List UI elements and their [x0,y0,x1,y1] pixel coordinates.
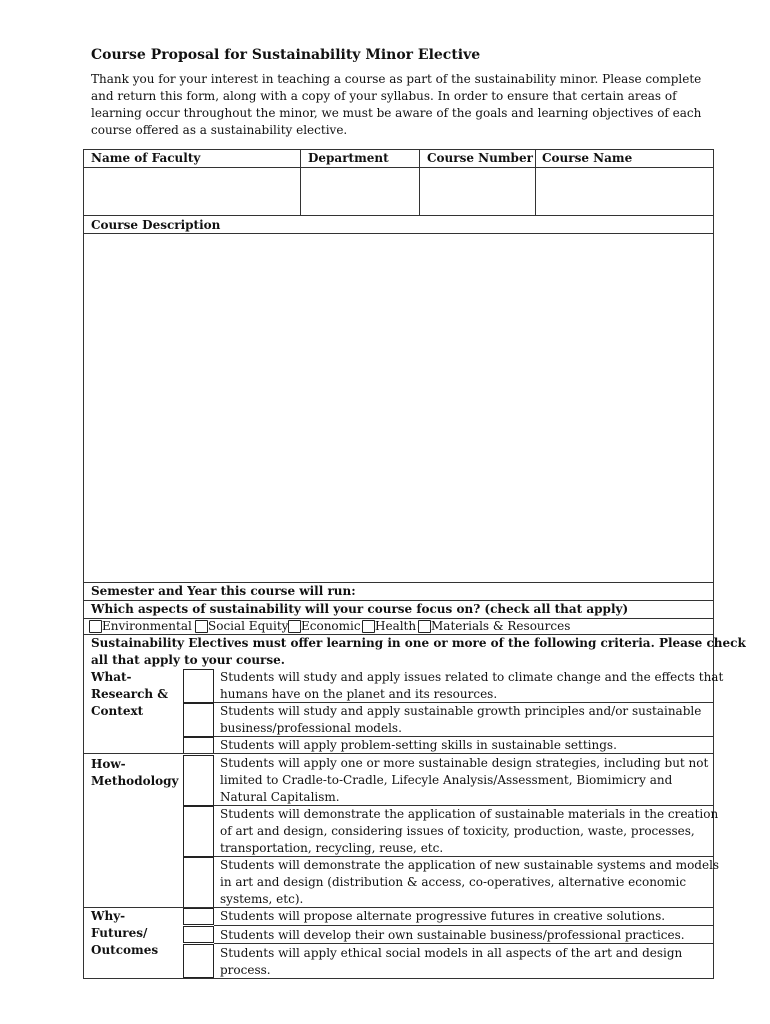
criteria-checkbox-5[interactable] [183,806,214,857]
intro-line: course offered as a sustainability elective. [91,123,348,137]
criteria-text: limited to Cradle-to-Cradle, Lifecyle Analysis/Assessment, Biomimicry and [220,773,673,787]
intro-paragraph [91,71,713,139]
criteria-checkbox-9[interactable] [183,944,214,978]
aspects-label: Which aspects of sustainability will your course focus on? (check all that apply) [91,602,629,616]
checkbox-economic[interactable] [288,620,301,633]
aspect-label-environmental: Environmental [102,619,192,633]
criteria-text: Students will study and apply sustainable growth principles and/or sustainable [220,704,702,718]
course-description-label: Course Description [91,218,221,232]
header-name-of-faculty: Name of Faculty [91,151,201,165]
checkbox-health[interactable] [362,620,375,633]
checkbox-environmental[interactable] [89,620,102,633]
group-label-why: Why- [91,909,126,923]
criteria-text: in art and design (distribution & access, co-operatives, alternative economic [220,875,687,889]
criteria-text: Students will apply problem-setting skills in sustainable settings. [220,738,617,752]
table-border [83,215,714,216]
criteria-text: Students will develop their own sustainable business/professional practices. [220,928,685,942]
table-border [83,167,714,168]
criteria-checkbox-6[interactable] [183,857,214,908]
form-title: Course Proposal for Sustainability Minor Elective [91,47,481,63]
group-label-why: Futures/ [91,926,148,940]
aspect-label-materials-resources: Materials & Resources [431,619,571,633]
intro-line: Thank you for your interest in teaching a course as part of the sustainability minor. Please complete [91,72,702,86]
criteria-intro-line: all that apply to your course. [91,653,285,667]
table-border [419,149,420,216]
criteria-text: Students will study and apply issues related to climate change and the effects that [220,670,724,684]
table-border [300,149,301,216]
criteria-text: process. [220,963,271,977]
aspect-label-social-equity: Social Equity [208,619,289,633]
criteria-checkbox-2[interactable] [183,703,214,737]
table-border-right [713,149,714,979]
table-border [83,978,714,979]
intro-line: learning occur throughout the minor, we must be aware of the goals and learning objectives of each [91,106,702,120]
criteria-checkbox-7[interactable] [183,908,214,925]
criteria-text: business/professional models. [220,721,402,735]
group-label-what: What- [91,670,132,684]
criteria-text: Students will propose alternate progressive futures in creative solutions. [220,909,666,923]
group-label-how: Methodology [91,774,179,788]
criteria-intro-line: Sustainability Electives must offer learning in one or more of the following criteria. Please check [91,636,746,650]
table-border-left [83,149,84,979]
header-course-number: Course Number [427,151,533,165]
criteria-text: transportation, recycling, reuse, etc. [220,841,444,855]
group-label-what: Context [91,704,144,718]
semester-label: Semester and Year this course will run: [91,584,356,598]
criteria-checkbox-8[interactable] [183,926,214,943]
group-label-why: Outcomes [91,943,159,957]
header-department: Department [308,151,389,165]
criteria-text: of art and design, considering issues of toxicity, production, waste, processes, [220,824,695,838]
checkbox-social-equity[interactable] [195,620,208,633]
criteria-text: Students will demonstrate the application of new sustainable systems and models [220,858,720,872]
group-label-what: Research & [91,687,169,701]
intro-line: and return this form, along with a copy of your syllabus. In order to ensure that certain areas of [91,89,677,103]
header-course-name: Course Name [542,151,633,165]
criteria-text: Students will apply one or more sustainable design strategies, including but not [220,756,709,770]
aspect-label-health: Health [375,619,417,633]
group-label-how: How- [91,757,126,771]
criteria-checkbox-3[interactable] [183,737,214,754]
criteria-text: humans have on the planet and its resources. [220,687,498,701]
criteria-checkbox-1[interactable] [183,669,214,703]
criteria-text: Students will apply ethical social models in all aspects of the art and design [220,946,683,960]
table-border [535,149,536,216]
criteria-text: Students will demonstrate the application of sustainable materials in the creation [220,807,719,821]
checkbox-materials-resources[interactable] [418,620,431,633]
criteria-text: systems, etc). [220,892,304,906]
aspect-label-economic: Economic [301,619,361,633]
criteria-divider [214,925,713,926]
criteria-text: Natural Capitalism. [220,790,340,804]
criteria-checkbox-4[interactable] [183,755,214,806]
